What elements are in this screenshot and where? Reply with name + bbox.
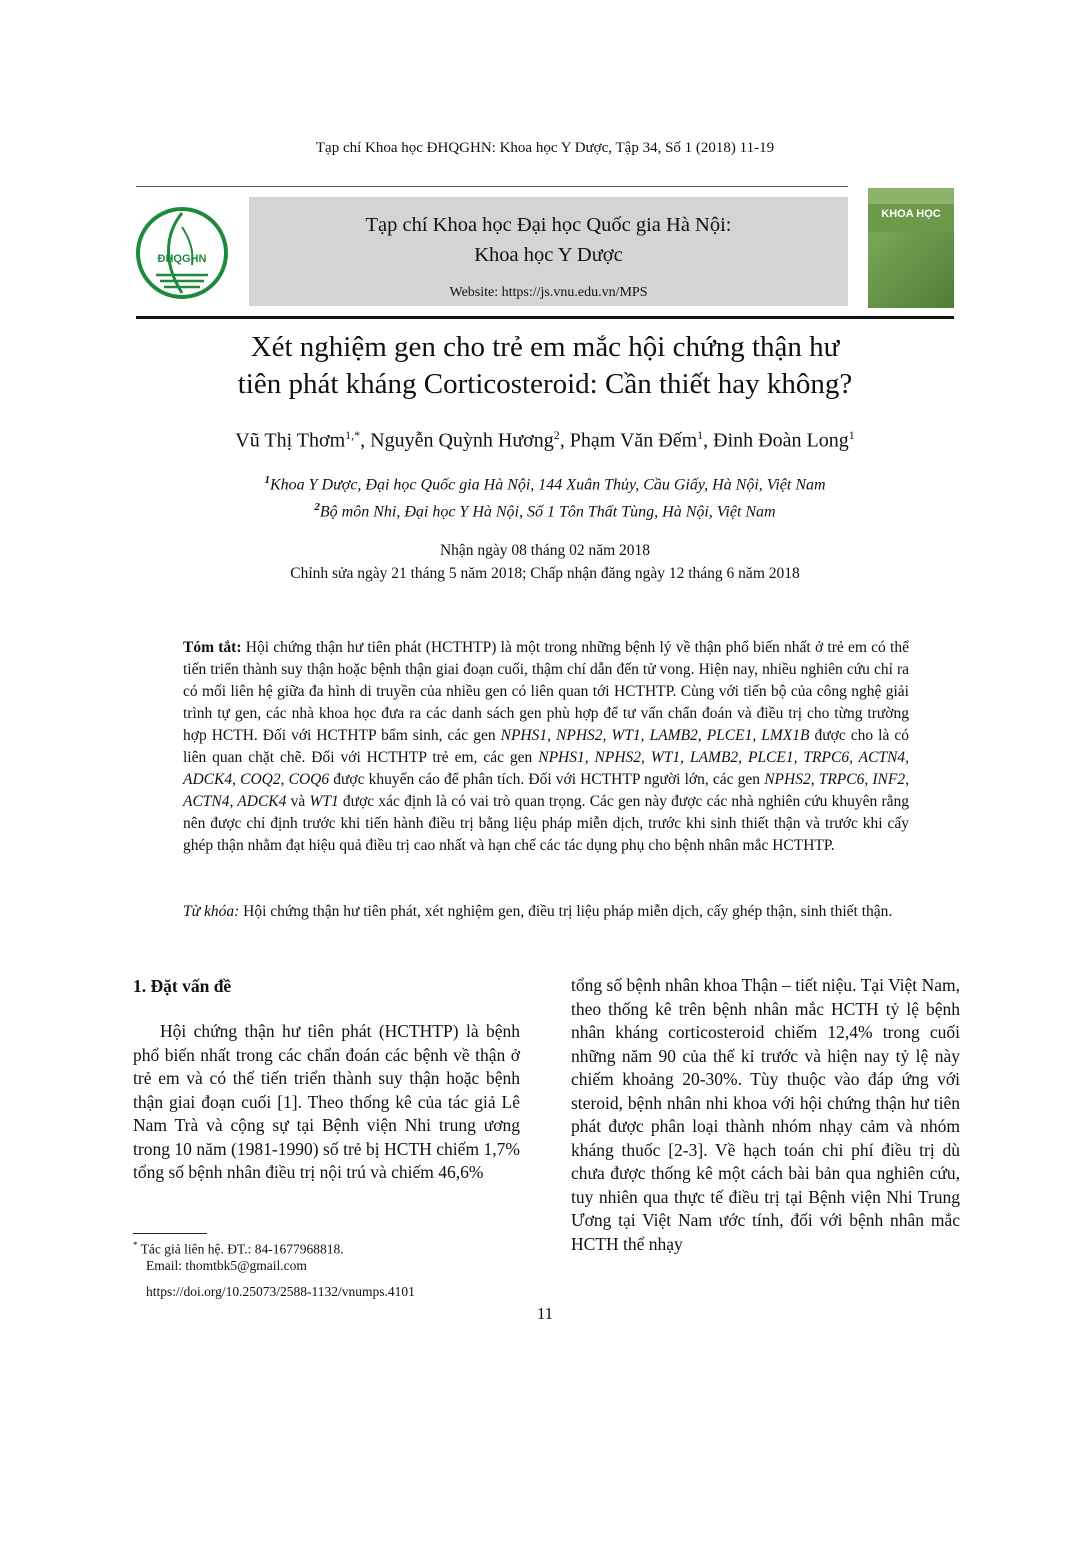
footnote-email: Email: thomtbk5@gmail.com [146,1258,307,1273]
abstract-text: Hội chứng thận hư tiên phát (HCTHTP) là một trong những bệnh lý về thận phổ biến nhất ở trẻ em có thể tiến triển thành suy thận hoặc bệnh thận giai đoạn cuối, thậm chí dẫn đến tử vong. Hiện nay, nhiều nghiên cứu chỉ ra có mối liên hệ giữa đa hình di truyền của nhiều gen có liên quan tới HCTHTP. Cùng với tiến bộ của công nghệ giải trình tự gen, các nhà khoa học đưa ra các danh sách gen phù hợp để tư vấn chẩn đoán và điều trị cho từng trường hợp HCTH. Đối với HCTHTP bẩm sinh, các gen [183,639,909,744]
affiliation-mark: 2 [314,501,320,513]
banner-rule [136,316,954,319]
author-name: Phạm Văn Đếm [569,429,698,452]
abstract-label: Tóm tắt: [183,639,242,656]
keywords [183,901,909,923]
section-heading: 1. Đặt vấn đề [133,976,232,996]
footnote-rule [133,1233,207,1234]
page-number: 11 [536,1304,554,1323]
affiliation-text: Bộ môn Nhi, Đại học Y Hà Nội, Số 1 Tôn Thất Tùng, Hà Nội, Việt Nam [319,503,776,521]
author-name: Nguyễn Quỳnh Hương [370,429,554,452]
author-affiliation-mark: 1 [848,428,855,442]
footnote-contact [133,1240,344,1258]
header-rule [136,186,848,187]
gene-list: WT1 [309,793,339,810]
affiliation-mark: 1 [264,474,270,486]
running-header: Tạp chí Khoa học ĐHQGHN: Khoa học Y Dược, Tập 34, Số 1 (2018) 11-19 [315,140,775,156]
gene-list: NPHS1, NPHS2, WT1, LAMB2, PLCE1, TRPC6, ACTN4, ADCK4, COQ2, COQ6 [183,749,909,788]
footnote-marker: * [133,1240,138,1250]
received-date: Nhận ngày 08 tháng 02 năm 2018 [439,542,651,559]
abstract-text: được xác định là có vai trò quan trọng. Các gen này được các nhà nghiên cứu khuyên rằng nên được chỉ định trước khi tiến hành điều trị bằng liệu pháp miễn dịch, trước khi sinh thiết thận và trước khi cấy ghép thận nhằm đạt hiệu quả điều trị cao nhất và hạn chế các tác dụng phụ cho bệnh nhân mắc HCTHTP. [183,793,909,854]
cover-top-strip [868,188,954,204]
cover-title: KHOA HỌC [881,208,941,220]
affiliation-text: Khoa Y Dược, Đại học Quốc gia Hà Nội, 144 Xuân Thủy, Cầu Giấy, Hà Nội, Việt Nam [269,476,826,494]
affiliation-1 [0,474,1090,494]
university-logo-icon [134,205,230,301]
doi-link[interactable]: https://doi.org/10.25073/2588-1132/vnumps.4101 [146,1284,415,1299]
banner-title-line2: Khoa học Y Dược [474,244,623,266]
footnote-phone: Tác giả liên hệ. ĐT.: 84-1677968818. [137,1241,344,1257]
author-name: Đinh Đoàn Long [713,429,849,452]
keywords-label: Từ khóa: [183,903,240,920]
author-affiliation-mark: 2 [553,428,560,442]
abstract [183,637,909,857]
revised-accepted-date: Chỉnh sửa ngày 21 tháng 5 năm 2018; Chấp nhận đăng ngày 12 tháng 6 năm 2018 [290,565,800,582]
article-title-line2: tiên phát kháng Corticosteroid: Cần thiết hay không? [237,368,853,400]
keywords-text: Hội chứng thận hư tiên phát, xét nghiệm gen, điều trị liệu pháp miễn dịch, cấy ghép thận, sinh thiết thận. [239,903,893,920]
affiliation-2 [0,501,1090,521]
journal-banner [249,197,848,306]
author-affiliation-mark: 1,* [345,428,361,442]
author-list: Vũ Thị Thơm$^{1,*}$, Nguyễn Quỳnh Hương$^2$, Phạm Văn Đếm$^1$, Đinh Đoàn Long$^1$ [235,428,855,452]
article-title-line1: Xét nghiệm gen cho trẻ em mắc hội chứng thận hư [250,331,840,363]
banner-website: Website: https://js.vnu.edu.vn/MPS [449,285,648,300]
cover-graphic [868,232,954,308]
banner-title-line1: Tạp chí Khoa học Đại học Quốc gia Hà Nội: [365,214,732,236]
journal-cover-thumbnail [868,188,954,308]
body-right-column: tổng số bệnh nhân khoa Thận – tiết niệu. Tại Việt Nam, theo thống kê trên bệnh nhân mắc HCTH tỷ lệ bệnh nhân kháng corticosteroid chiếm 12,4% trong cuối những năm 90 của thế kỉ trước và hiện nay tỷ lệ này chiếm khoảng 20-30%. Tùy thuộc vào đáp ứng với steroid, bệnh nhân nhi khoa với hội chứng thận hư tiên phát được phân loại thành nhóm nhạy cảm và nhóm kháng thuốc [2-3]. Về hạch toán chi phí điều trị dù chưa được thống kê một cách bài bản qua nghiên cứu, tuy nhiên qua thực tế điều trị tại Bệnh viện Nhi Trung Ương tại Việt Nam ước tính, đối với bệnh nhân mắc HCTH thể nhạy [571,975,960,1254]
gene-list: NPHS1, NPHS2, WT1, LAMB2, PLCE1, LMX1B [500,727,810,744]
gene-list: NPHS2, TRPC6, INF2, ACTN4, ADCK4 [183,771,909,810]
author-name: Vũ Thị Thơm [235,429,346,452]
abstract-text: được khuyến cáo để phân tích. Đối với HCTHTP người lớn, các gen [329,771,765,788]
body-left-column: Hội chứng thận hư tiên phát (HCTHTP) là bệnh phổ biến nhất trong các chẩn đoán các bệnh về thận ở trẻ em và có thể tiến triển thành suy thận hoặc bệnh thận giai đoạn cuối [1]. Theo thống kê của tác giả Lê Nam Trà và cộng sự tại Bệnh viện Nhi trung ương trong 10 năm (1981-1990) số trẻ bị HCTH chiếm 1,7% tổng số bệnh nhân điều trị nội trú và chiếm 46,6% [133,1021,520,1182]
abstract-text: và [286,793,310,810]
author-affiliation-mark: 1 [697,428,704,442]
logo-text: ĐHQGHN [157,253,207,265]
abstract-text: được cho là có liên quan chặt chẽ. Đối với HCTHTP trẻ em, các gen [183,727,909,766]
